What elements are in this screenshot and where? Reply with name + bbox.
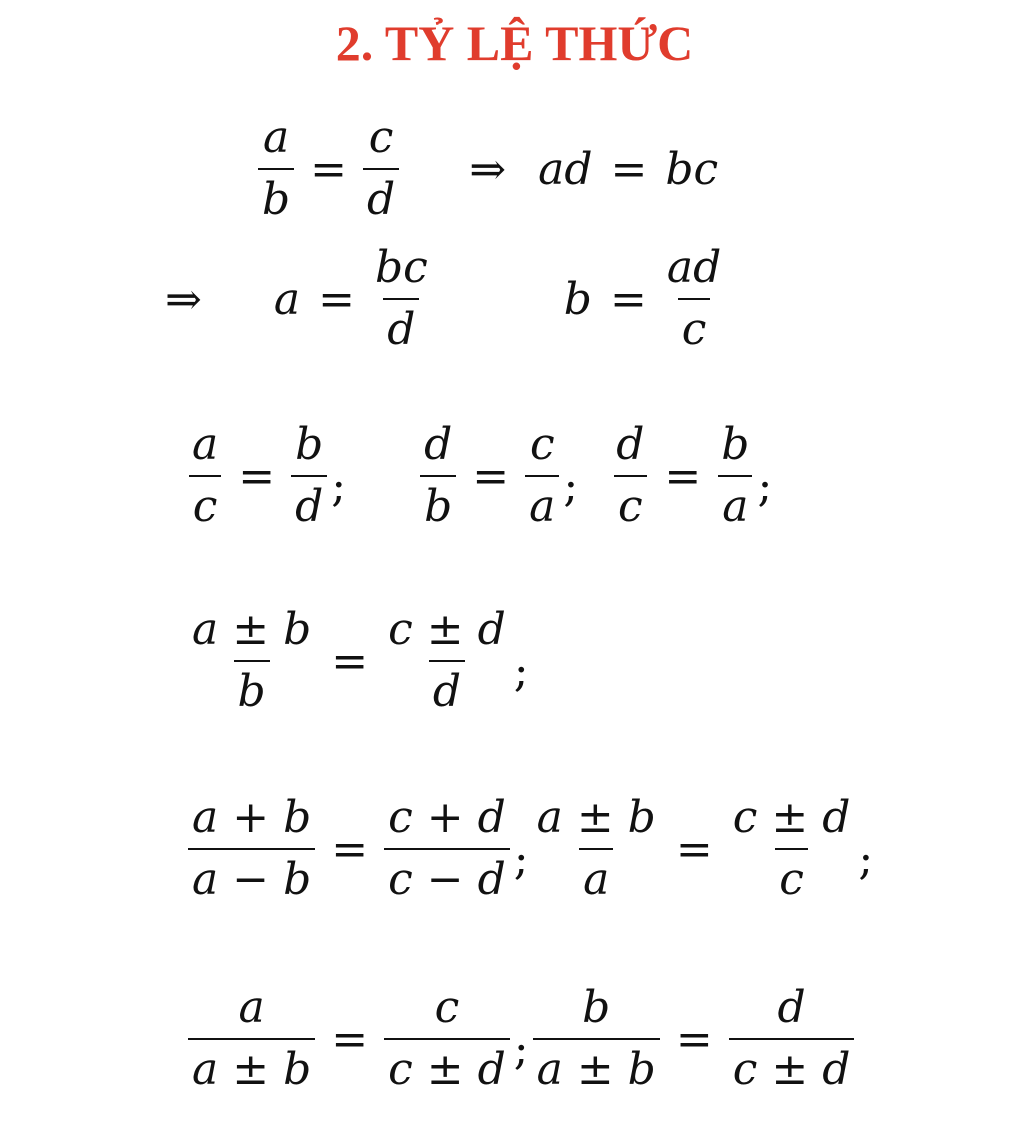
numerator: a (192, 419, 219, 470)
product-ad: ad (538, 143, 593, 195)
denominator: d (429, 660, 465, 722)
fraction-a-over-c (188, 415, 222, 537)
formula-part-over-sum (188, 978, 854, 1100)
denominator: c ± d (729, 1038, 855, 1100)
numerator: c ± d (388, 604, 506, 655)
fraction-a-over-b (258, 108, 294, 230)
implies-arrow: ⇒ (469, 143, 507, 195)
implies-arrow: ⇒ (165, 273, 202, 325)
denominator: c (678, 298, 711, 360)
numerator: a (262, 112, 290, 163)
fraction-c-plus-d-over-c-minus-d (384, 788, 510, 910)
numerator: b (721, 419, 750, 470)
fraction-bc-over-d (371, 238, 432, 360)
fraction-ad-over-c (663, 238, 725, 360)
fraction-c-over-c-pm-d (384, 978, 510, 1100)
semicolon: ; (513, 645, 529, 697)
numerator: a + b (192, 792, 312, 843)
variable-a: a (273, 273, 301, 325)
fraction-d-over-c (612, 415, 648, 537)
numerator: ad (666, 242, 722, 293)
equals-sign: = (331, 1013, 369, 1065)
numerator: a (238, 982, 265, 1033)
fraction-c-pm-d-over-d (384, 600, 510, 722)
equals-sign: = (238, 450, 276, 502)
numerator: b (295, 419, 324, 470)
denominator: a (525, 475, 559, 537)
semicolon: ; (563, 460, 579, 512)
numerator: d (777, 982, 806, 1033)
numerator: c (529, 419, 555, 470)
fraction-c-over-d (363, 108, 399, 230)
formula-sum-over-diff (188, 788, 877, 910)
variable-b: b (563, 273, 592, 325)
numerator: a ± b (536, 792, 656, 843)
product-bc: bc (665, 143, 719, 195)
fraction-a-over-a-pm-b (188, 978, 315, 1100)
denominator: d (291, 475, 327, 537)
denominator: a ± b (188, 1038, 315, 1100)
denominator: a (579, 848, 613, 910)
numerator: d (616, 419, 645, 470)
denominator: d (363, 168, 399, 230)
numerator: c ± d (732, 792, 851, 843)
numerator: d (424, 419, 453, 470)
denominator: d (383, 298, 419, 360)
formula-solve-a-b (165, 238, 725, 360)
fraction-a-plus-b-over-a-minus-b (188, 788, 315, 910)
fraction-b-over-d (291, 415, 327, 537)
denominator: b (258, 168, 294, 230)
formula-sum-diff-over-second (188, 600, 533, 722)
numerator: a ± b (192, 604, 312, 655)
equals-sign: = (610, 143, 648, 195)
denominator: b (420, 475, 456, 537)
denominator: c (775, 848, 808, 910)
denominator: c ± d (384, 1038, 510, 1100)
fraction-d-over-b (420, 415, 456, 537)
equals-sign: = (310, 143, 348, 195)
fraction-a-pm-b-over-b (188, 600, 315, 722)
equals-sign: = (609, 273, 647, 325)
equals-sign: = (472, 450, 510, 502)
numerator: bc (374, 242, 428, 293)
denominator: b (234, 660, 270, 722)
semicolon: ; (513, 833, 529, 885)
fraction-a-pm-b-over-a (533, 788, 660, 910)
semicolon: ; (858, 833, 874, 885)
denominator: a − b (188, 848, 315, 910)
semicolon: ; (757, 460, 773, 512)
denominator: a ± b (533, 1038, 660, 1100)
denominator: c (614, 475, 647, 537)
numerator: c + d (388, 792, 506, 843)
fraction-d-over-c-pm-d (729, 978, 855, 1100)
denominator: a (718, 475, 752, 537)
equals-sign: = (664, 450, 702, 502)
equals-sign: = (675, 1013, 713, 1065)
numerator: c (368, 112, 394, 163)
formula-permutations (188, 415, 776, 537)
equals-sign: = (331, 635, 369, 687)
fraction-c-pm-d-over-c (729, 788, 855, 910)
equals-sign: = (318, 273, 355, 325)
fraction-b-over-a (717, 415, 753, 537)
fraction-b-over-a-pm-b (533, 978, 660, 1100)
denominator: c − d (384, 848, 510, 910)
semicolon: ; (513, 1023, 529, 1075)
fraction-c-over-a (525, 415, 559, 537)
page-title: 2. TỶ LỆ THỨC (335, 15, 694, 71)
numerator: c (434, 982, 460, 1033)
equals-sign: = (331, 823, 369, 875)
formula-cross-product (258, 108, 720, 230)
semicolon: ; (331, 460, 347, 512)
numerator: b (582, 982, 611, 1033)
equals-sign: = (675, 823, 713, 875)
denominator: c (189, 475, 222, 537)
